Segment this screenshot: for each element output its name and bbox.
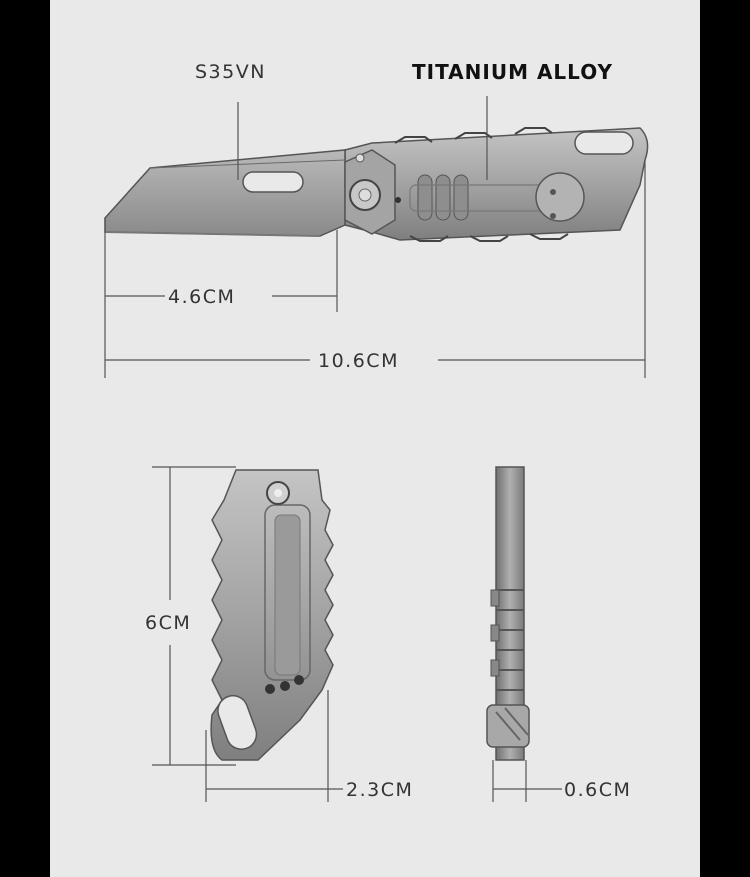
- closed-knife-side: [487, 467, 529, 760]
- thickness-label: 0.6CM: [564, 779, 632, 801]
- handle-material-label: TITANIUM ALLOY: [412, 60, 613, 84]
- thickness-dimension: [493, 760, 562, 802]
- blade-thumb-hole: [243, 172, 303, 192]
- closed-width-label: 2.3CM: [346, 779, 414, 801]
- total-length-label: 10.6CM: [318, 350, 399, 372]
- open-knife: [105, 128, 648, 241]
- closed-length-label: 6CM: [145, 612, 192, 634]
- blade: [105, 150, 345, 236]
- blade-length-label: 4.6CM: [168, 286, 236, 308]
- rear-disc: [536, 173, 584, 221]
- steel-label: S35VN: [195, 61, 266, 83]
- closed-knife-front: [211, 470, 333, 760]
- lanyard-hole: [575, 132, 633, 154]
